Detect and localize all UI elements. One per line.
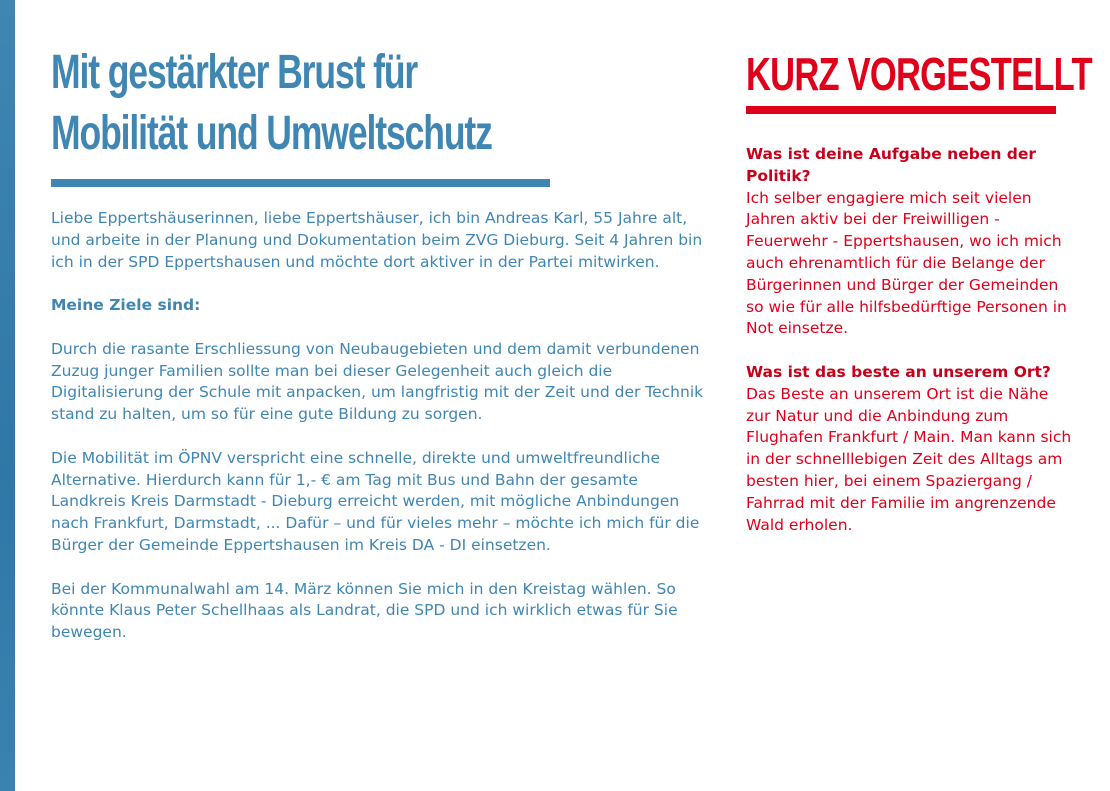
interview-answer: Das Beste an unserem Ort ist die Nähe zur Natur und die Anbindung zum Flughafen Frankfurt / Main. Man kann sich in der schnelllebigen Zeit des Alltags am besten hier, bei einem Spaziergang / Fahrrad mit der Familie im angrenzende Wald erholen. (746, 384, 1072, 534)
goals-heading: Meine Ziele sind: (51, 296, 201, 315)
headline (51, 42, 543, 164)
article-body (51, 208, 716, 666)
article-column (51, 42, 716, 642)
interview-question: Was ist das beste an unserem Ort? (746, 362, 1051, 381)
intro-paragraph: Liebe Eppertshäuserinnen, liebe Eppertshäuser, ich bin Andreas Karl, 55 Jahre alt, und arbeite in der Planung und Dokumentation beim ZVG Dieburg. Seit 4 Jahren bin ich in der SPD Eppertshausen und möchte dort aktiver in der Partei mitwirken. (51, 209, 703, 271)
interview-question: Was ist deine Aufgabe neben der Politik? (746, 145, 1037, 185)
interview-item (746, 362, 1076, 536)
headline-line-1: Mit gestärkter Brust für (51, 46, 418, 99)
profile-column (746, 47, 1092, 534)
section-title: KURZ VORGESTELLT (746, 48, 1092, 100)
interview-item (746, 144, 1076, 340)
election-paragraph: Bei der Kommunalwahl am 14. März können Sie mich in den Kreistag wählen. So könnte Klaus Peter Schellhaas als Landrat, die SPD und ich wirklich etwas für Sie bewegen. (51, 579, 678, 642)
headline-underline (51, 179, 550, 187)
interview-answer: Ich selber engagiere mich seit vielen Jahren aktiv bei der Freiwilligen - Feuerwehr - Eppertshausen, wo ich mich auch ehrenamtlich für die Belange der Bürgerinnen und Bürger der Gemeinden so wie für alle hilfsbedürftige Personen in Not einsetze. (746, 188, 1067, 338)
section-underline (746, 106, 1056, 114)
left-edge-strip (0, 0, 15, 791)
education-paragraph: Durch die rasante Erschliessung von Neubaugebieten und dem damit verbundenen Zuzug junger Familien sollte man bei dieser Gelegenheit auch gleich die Digitalisierung der Schule mit anpacken, um langfristig mit der Zeit und der Technik stand zu halten, um so für eine gute Bildung zu sorgen. (51, 339, 704, 424)
interview-list (746, 144, 1076, 558)
headline-line-2: Mobilität und Umweltschutz (51, 107, 492, 160)
mobility-paragraph: Die Mobilität im ÖPNV verspricht eine schnelle, direkte und umweltfreundliche Alternative. Hierdurch kann für 1,- € am Tag mit Bus und Bahn der gesamte Landkreis Kreis Darmstadt - Dieburg erreicht werden, mit mögliche Anbindungen nach Frankfurt, Darmstadt, ... Dafür – und für vieles mehr – möchte ich mich für die Bürger der Gemeinde Eppertshausen im Kreis DA - DI einsetzen. (51, 448, 700, 554)
